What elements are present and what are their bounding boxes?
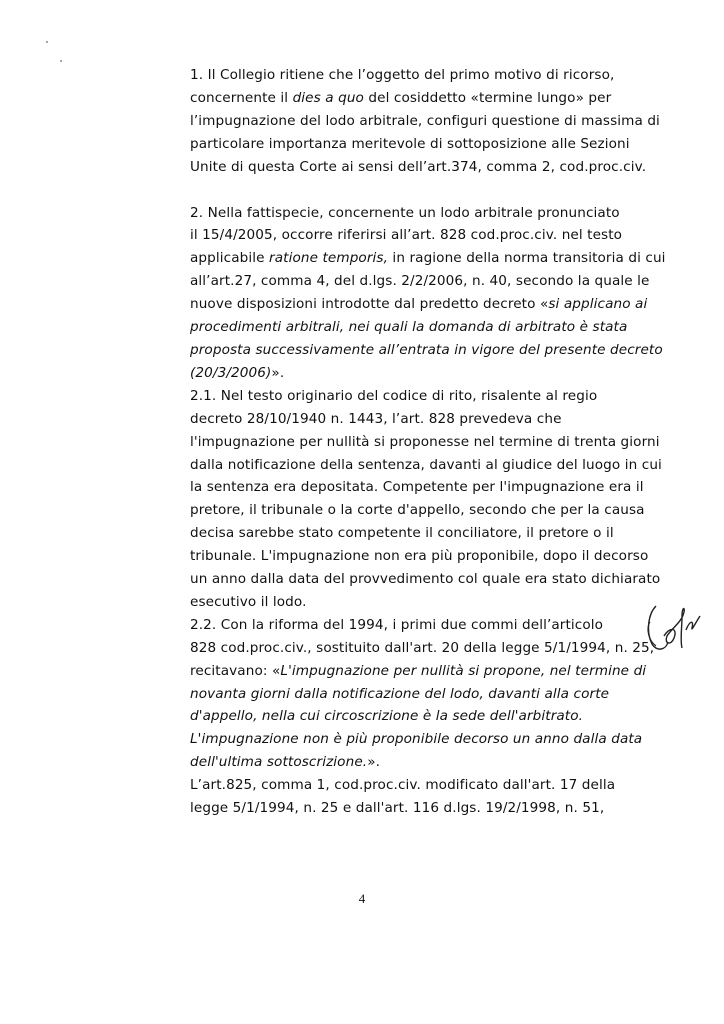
italic-text: dell'ultima sottoscrizione. [190,754,368,771]
text-run: ». [367,754,381,771]
text-line [152,431,660,454]
text-run: ». [271,364,285,381]
italic-text: dies a quo [292,89,364,106]
italic-text: (20/3/2006) [190,364,272,381]
paragraph-2-2 [152,614,655,774]
italic-text: procedimenti arbitrali, nei quali la domanda di arbitrato è stata [190,319,628,336]
paragraph-1 [152,64,660,179]
text-line [152,660,647,683]
text-run: Unite di questa Corte ai sensi dell’art.374, comma 2, cod.proc.civ. [190,158,647,175]
text-line [152,316,628,339]
text-line [152,728,643,751]
text-line [152,270,650,293]
italic-text: L'impugnazione per nullità si propone, nel termine di [280,662,647,679]
text-run: pretore, il tribunale o la corte d'appello, secondo che per la causa [190,502,645,519]
text-run: in ragione della norma transitoria di cui [388,250,666,267]
text-run: un anno dalla data del provvedimento col quale era stato dichiarato [190,571,661,588]
italic-text: d'appello, nella cui circoscrizione è la sede dell'arbitrato. [190,708,584,725]
text-run: l'impugnazione per nullità si proponesse nel termine di trenta giorni [190,433,660,450]
text-run: l’impugnazione del lodo arbitrale, configuri questione di massima di [190,112,660,129]
text-line [152,293,648,316]
text-line [152,499,645,522]
text-line [152,568,661,591]
text-line [152,476,644,499]
paragraph-art-825 [152,774,616,820]
text-line [152,133,630,156]
text-run: nuove disposizioni introdotte dal predetto decreto « [190,296,549,313]
text-run: 828 cod.proc.civ., sostituito dall'art. 20 della legge 5/1/1994, n. 25, [190,639,655,656]
text-line [152,637,655,660]
text-run: L’art.825, comma 1, cod.proc.civ. modificato dall'art. 17 della [190,777,616,794]
text-run: 2.1. Nel testo originario del codice di rito, risalente al regio [190,387,598,404]
italic-text: ratione temporis, [269,250,389,267]
text-run: concernente il [190,89,293,106]
text-line [152,774,616,797]
text-line [152,385,598,408]
text-line [152,110,660,133]
text-line [152,522,614,545]
text-line [152,454,662,477]
text-line [152,156,647,179]
text-run: legge 5/1/1994, n. 25 e dall'art. 116 d.lgs. 19/2/1998, n. 51, [190,800,605,817]
text-run: applicabile [190,250,270,267]
handwritten-signature [642,592,706,662]
text-run: 1. Il Collegio ritiene che l’oggetto del primo motivo di ricorso, [190,67,615,83]
italic-text: novanta giorni dalla notificazione del lodo, davanti alla corte [190,685,610,702]
text-run: esecutivo il lodo. [190,593,307,610]
text-line [152,87,612,110]
text-run: decreto 28/10/1940 n. 1443, l’art. 828 prevedeva che [190,410,562,427]
text-line [152,751,557,774]
text-run: 2. Nella fattispecie, concernente un lodo arbitrale pronunciato [190,204,620,221]
text-line [152,362,557,385]
text-run: particolare importanza meritevole di sottoposizione alle Sezioni [190,135,630,152]
text-line [152,408,562,431]
paragraph-2 [152,202,666,385]
text-run: il 15/4/2005, occorre riferirsi all’art. 828 cod.proc.civ. nel testo [190,227,623,244]
paragraph-gap [152,179,557,202]
text-line [152,591,557,614]
text-line [152,202,620,225]
text-run: recitavano: « [190,662,281,679]
italic-text: si applicano ai [548,296,648,313]
paragraph-2-1 [152,385,662,614]
text-run: tribunale. L'impugnazione non era più proponibile, dopo il decorso [190,548,649,565]
text-run: 2.2. Con la riforma del 1994, i primi due commi dell’articolo [190,616,604,633]
text-line [152,797,605,820]
text-run: dalla notificazione della sentenza, davanti al giudice del luogo in cui [190,456,662,473]
text-line [152,339,663,362]
text-line [152,614,604,637]
italic-text: L'impugnazione non è più proponibile decorso un anno dalla data [190,731,643,748]
scan-specks [40,36,70,66]
text-line [152,247,666,270]
document-body [152,64,666,820]
text-line [152,683,610,706]
italic-text: proposta successivamente all’entrata in vigore del presente decreto [190,341,663,358]
text-run: la sentenza era depositata. Competente per l'impugnazione era il [190,479,644,496]
text-run: decisa sarebbe stato competente il conciliatore, il pretore o il [190,525,614,542]
text-line [152,545,649,568]
text-run: del cosiddetto «termine lungo» per [363,89,612,106]
text-line [152,64,615,87]
text-run: all’art.27, comma 4, del d.lgs. 2/2/2006, n. 40, secondo la quale le [190,273,650,290]
text-line [152,224,623,247]
page-number: 4 [358,891,366,906]
text-line [152,705,584,728]
